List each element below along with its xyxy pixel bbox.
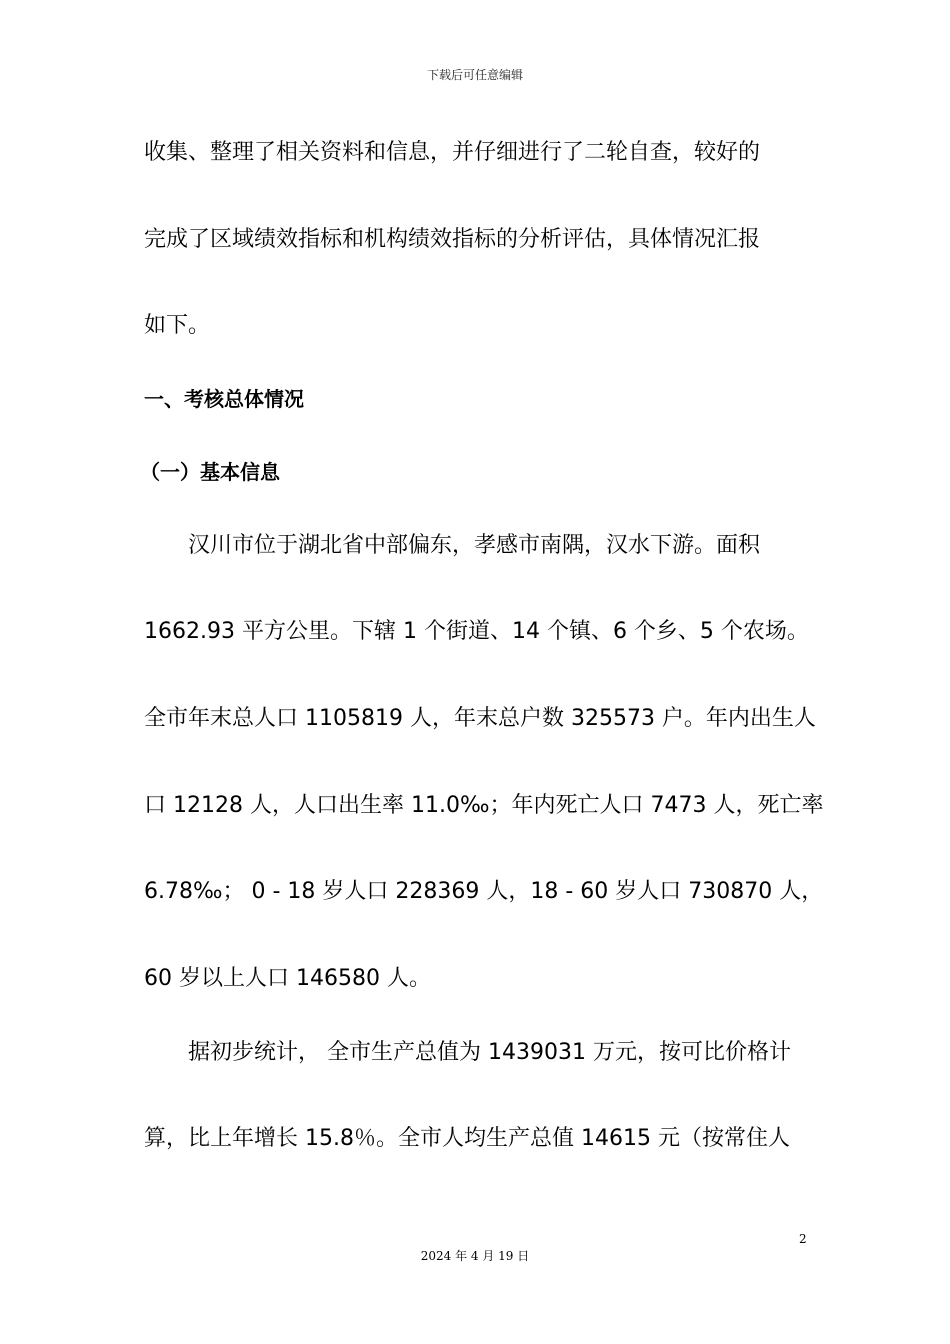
body-line: 完成了区域绩效指标和机构绩效指标的分析评估，具体情况汇报	[144, 227, 761, 252]
paragraph-line: 汉川市位于湖北省中部偏东，孝感市南隅，汉水下游。面积	[188, 533, 761, 558]
paragraph-line: 60 岁以上人口 146580 人。	[144, 966, 431, 991]
page-number: 2	[799, 1232, 807, 1246]
subsection-heading: （一）基本信息	[140, 460, 280, 484]
page-header: 下载后可任意编辑	[426, 68, 523, 82]
body-line: 如下。	[144, 313, 211, 338]
paragraph-line: 算，比上年增长 15.8％。全市人均生产总值 14615 元（按常住人	[144, 1126, 790, 1151]
paragraph-line: 6.78‰； 0 - 18 岁人口 228369 人，18 - 60 岁人口 730870 人，	[144, 879, 824, 904]
paragraph-line: 口 12128 人，人口出生率 11.0‰；年内死亡人口 7473 人，死亡率	[144, 793, 824, 818]
footer-date: 2024 年 4 月 19 日	[420, 1249, 530, 1263]
paragraph-line: 据初步统计， 全市生产总值为 1439031 万元，按可比价格计	[188, 1040, 791, 1065]
paragraph-line: 全市年末总人口 1105819 人，年末总户数 325573 户。年内出生人	[144, 706, 816, 731]
section-heading: 一、考核总体情况	[144, 387, 304, 411]
body-line: 收集、整理了相关资料和信息，并仔细进行了二轮自查，较好的	[144, 140, 761, 165]
paragraph-line: 1662.93 平方公里。下辖 1 个街道、14 个镇、6 个乡、5 个农场。	[144, 619, 809, 644]
